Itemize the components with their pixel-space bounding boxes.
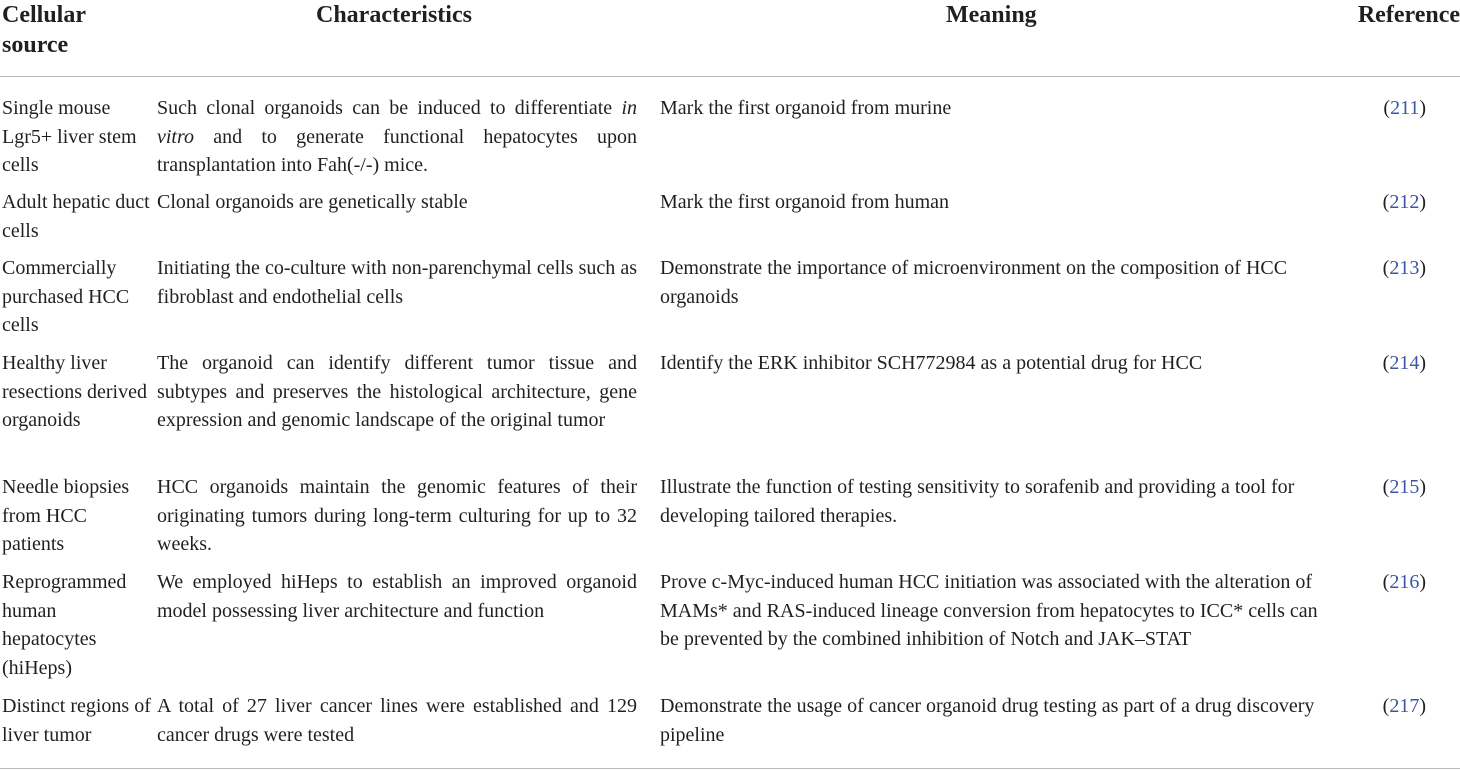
- row-characteristics: The organoid can identify different tumor tissue and subtypes and preserves the histological architecture, gene expression and genomic landscape of the original tumor: [157, 352, 637, 432]
- header-characteristics: Characteristics: [316, 2, 472, 28]
- header-meaning: Meaning: [946, 2, 1037, 28]
- reference-link[interactable]: 216: [1389, 571, 1420, 593]
- reference-link[interactable]: 215: [1389, 476, 1420, 498]
- row-source: Adult hepatic duct cells: [2, 191, 150, 242]
- header-cellular-source: Cellular source: [2, 2, 86, 58]
- row-meaning: Demonstrate the usage of cancer organoid drug testing as part of a drug discovery pipeline: [660, 695, 1315, 746]
- row-reference[interactable]: (212): [1382, 191, 1426, 213]
- row-source: Reprogrammed human hepatocytes (hiHeps): [2, 571, 127, 679]
- row-meaning: Mark the first organoid from murine: [660, 97, 952, 119]
- header-rule: [0, 76, 1460, 77]
- row-characteristics: Initiating the co-culture with non-parenchymal cells such as fibroblast and endothelial cells: [157, 257, 637, 308]
- row-meaning: Identify the ERK inhibitor SCH772984 as a potential drug for HCC: [660, 352, 1203, 374]
- row-characteristics: A total of 27 liver cancer lines were established and 129 cancer drugs were tested: [157, 695, 637, 746]
- row-reference[interactable]: (211): [1383, 97, 1426, 119]
- row-characteristics: We employed hiHeps to establish an improved organoid model possessing liver architecture and function: [157, 571, 637, 622]
- row-reference[interactable]: (217): [1382, 695, 1426, 717]
- row-reference[interactable]: (213): [1382, 257, 1426, 279]
- reference-link[interactable]: 211: [1390, 97, 1420, 119]
- reference-link[interactable]: 214: [1389, 352, 1420, 374]
- row-meaning: Prove c-Myc-induced human HCC initiation was associated with the alteration of MAMs* and RAS-induced lineage conversion from hepatocytes to ICC* cells can be prevented by the combined inhibition of Notch and JAK–STAT: [660, 571, 1318, 651]
- reference-link[interactable]: 212: [1389, 191, 1420, 213]
- reference-link[interactable]: 213: [1389, 257, 1420, 279]
- row-meaning: Mark the first organoid from human: [660, 191, 950, 213]
- bottom-rule: [0, 768, 1460, 769]
- row-reference[interactable]: (215): [1382, 476, 1426, 498]
- row-characteristics: HCC organoids maintain the genomic features of their originating tumors during long-term culturing for up to 32 weeks.: [157, 476, 637, 556]
- row-source: Distinct regions of liver tumor: [2, 695, 151, 746]
- row-meaning: Illustrate the function of testing sensitivity to sorafenib and providing a tool for developing tailored therapies.: [660, 476, 1295, 527]
- row-source: Needle biopsies from HCC patients: [2, 476, 130, 556]
- row-reference[interactable]: (214): [1382, 352, 1426, 374]
- row-characteristics: Such clonal organoids can be induced to differentiate in vitro and to generate functional hepatocytes upon transplantation into Fah(-/-) mice.: [157, 97, 637, 177]
- row-source: Healthy liver resections derived organoids: [2, 352, 147, 432]
- reference-link[interactable]: 217: [1389, 695, 1420, 717]
- row-reference[interactable]: (216): [1382, 571, 1426, 593]
- row-characteristics: Clonal organoids are genetically stable: [157, 191, 468, 213]
- row-source: Single mouse Lgr5+ liver stem cells: [2, 97, 137, 177]
- header-reference: Reference: [1357, 2, 1460, 28]
- row-source: Commercially purchased HCC cells: [2, 257, 130, 337]
- row-meaning: Demonstrate the importance of microenvironment on the composition of HCC organoids: [660, 257, 1288, 308]
